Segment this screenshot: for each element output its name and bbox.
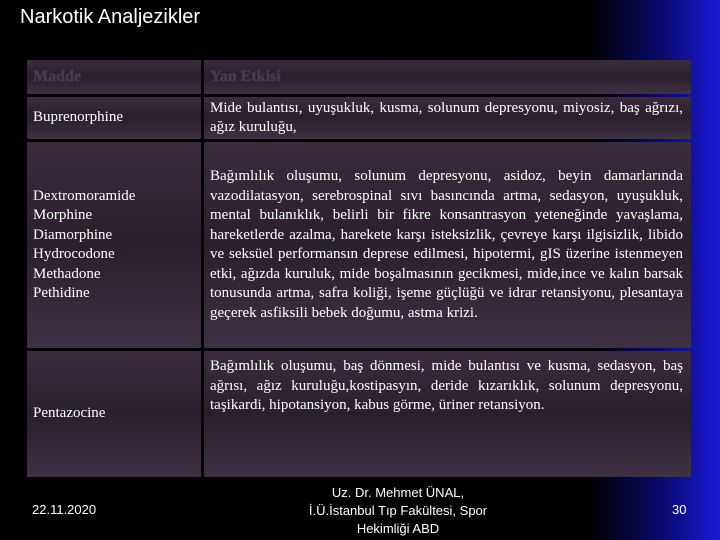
side-effects-table-container: [27, 60, 694, 485]
footer-author-line: Uz. Dr. Mehmet ÜNAL,: [331, 485, 465, 500]
side-effect-cell: Bağımlılık oluşumu, baş dönmesi, mide bulantısı ve kusma, sedasyon, baş ağrısı, ağız kuruluğu,kostipasyın, deride kızarıklık, solunum depresyonu, taşikardi, hipotansiyon, kabus görme, üriner retansiyon.: [204, 351, 691, 477]
side-effect-cell: Bağımlılık oluşumu, solunum depresyonu, asidoz, beyin damarlarında vazodilatasyon, serebrospinal sıvı basıncında artma, sedasyon, uyuşukluk, mental bulanıklık, belirli bir fikre konsantrasyon yeteneğinde yavaşlama, hareketlerde azalma, harekete karşı isteksizlik, çevreye karşı ilgisizlik, libido ve seksüel performansın deprese edilmesi, hipotermi, gIS üzerine istenmeyen etki, ağızda kuruluk, mide boşalmasının gecikmesi, mide,ince ve kalın barsak tonusunda artma, safra koliği, işeme güçlüğü ve idrar retansiyonu, plesantaya geçerek asfiksili bebek doğumu, astma krizi.: [204, 142, 691, 348]
drug-cell: [27, 142, 201, 348]
footer-author-line: Hekimliği ABD: [356, 521, 440, 536]
header-substance: Madde: [27, 60, 201, 94]
slide-title: Narkotik Analjezikler: [20, 6, 201, 28]
side-effects-table: [27, 60, 694, 480]
drug-name: Pethidine: [33, 285, 90, 301]
header-side-effect: Yan Etkisi: [204, 60, 691, 94]
drug-name: Pentazocine: [33, 405, 106, 422]
drug-name: Methadone: [33, 265, 101, 282]
drug-cell: [27, 97, 201, 139]
drug-name: Dextromoramide: [33, 187, 136, 204]
footer-author-line: İ.Ü.İstanbul Tıp Fakültesi, Spor: [308, 503, 488, 518]
drug-name: Diamorphine: [33, 226, 113, 243]
table-row: [27, 351, 691, 477]
footer-date: 22.11.2020: [32, 502, 97, 517]
table-row: [27, 97, 691, 139]
page-number: 30: [672, 502, 687, 517]
drug-cell: [27, 351, 201, 477]
footer-author: [278, 484, 518, 538]
drug-name: Morphine: [33, 207, 93, 223]
table-row: [27, 142, 691, 348]
drug-name: Hydrocodone: [33, 246, 115, 262]
table-header-row: [27, 60, 691, 94]
side-effect-cell: Mide bulantısı, uyuşukluk, kusma, solunum depresyonu, miyosiz, baş ağrızı, ağız kuruluğu,: [204, 97, 691, 139]
drug-name: Buprenorphine: [33, 109, 123, 126]
